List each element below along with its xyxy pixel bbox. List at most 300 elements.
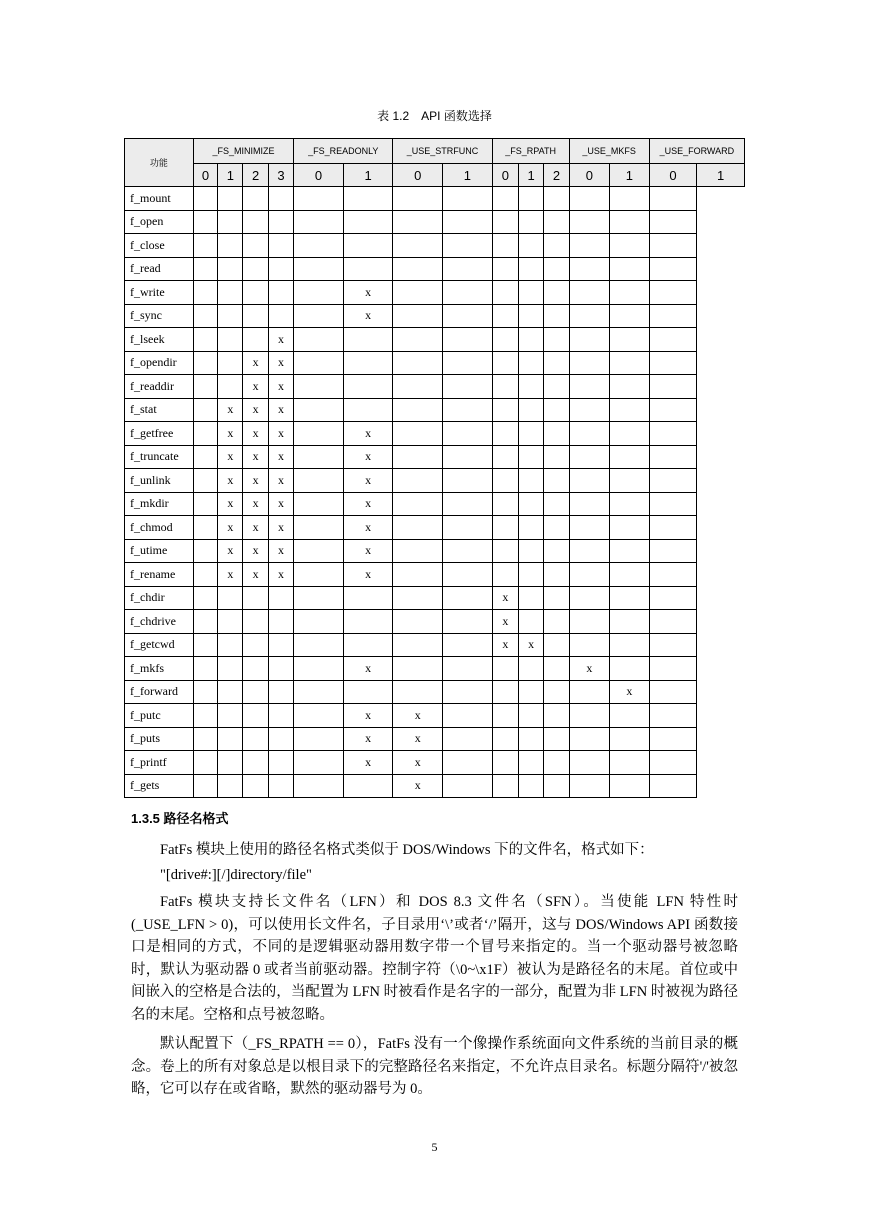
table-cell [243,633,268,657]
table-cell [518,422,543,446]
table-cell [610,657,650,681]
table-cell [569,563,610,587]
table-cell [243,704,268,728]
table-row [125,422,745,446]
table-cell [294,257,344,281]
table-cell [294,234,344,258]
function-name-cell: f_write [125,281,194,305]
table-cell [443,375,493,399]
table-cell [544,680,569,704]
table-cell [649,281,697,305]
table-cell [649,680,697,704]
table-cell [649,563,697,587]
table-cell [649,375,697,399]
table-cell: x [243,351,268,375]
config-group-header: _USE_STRFUNC [393,139,492,164]
table-cell [518,187,543,211]
table-cell [393,375,443,399]
table-row [125,680,745,704]
table-cell [218,704,243,728]
table-cell [268,751,293,775]
table-cell [193,375,217,399]
table-cell [193,304,217,328]
table-cell [649,304,697,328]
table-cell [649,422,697,446]
table-cell [393,281,443,305]
table-cell: x [393,774,443,798]
table-cell [610,328,650,352]
table-cell [649,704,697,728]
function-name-cell: f_readdir [125,375,194,399]
table-cell [443,610,493,634]
config-group-header: _USE_FORWARD [649,139,744,164]
table-cell [193,187,217,211]
table-cell [569,774,610,798]
table-cell [649,234,697,258]
table-cell [243,281,268,305]
config-value-header: 0 [649,164,697,187]
table-cell: x [268,469,293,493]
table-cell [492,516,518,540]
table-cell [544,187,569,211]
table-cell [243,304,268,328]
table-cell: x [492,633,518,657]
table-cell [268,257,293,281]
table-cell [610,257,650,281]
table-cell [294,610,344,634]
table-cell [343,257,393,281]
table-cell [268,704,293,728]
table-cell [518,469,543,493]
table-cell [569,680,610,704]
table-cell [393,563,443,587]
table-cell [268,610,293,634]
table-row [125,210,745,234]
table-cell [243,187,268,211]
config-group-header: _USE_MKFS [569,139,649,164]
table-cell [243,328,268,352]
table-cell [218,375,243,399]
table-cell [649,328,697,352]
table-cell [294,469,344,493]
table-cell [610,774,650,798]
paragraph-default-config: 默认配置下（_FS_RPATH == 0），FatFs 没有一个像操作系统面向文件系统的当前目录的概念。卷上的所有对象总是以根目录下的完整路径名来指定，不允许点目录名。标题分隔符'/'被忽略，它可以存在或省略，默然的驱动器号为 0。 [131,1036,738,1097]
table-cell [218,633,243,657]
table-cell [492,234,518,258]
table-cell [218,680,243,704]
table-cell [443,727,493,751]
table-cell [649,187,697,211]
table-cell: x [218,422,243,446]
table-cell [544,539,569,563]
table-cell [243,586,268,610]
table-cell [218,610,243,634]
config-group-header: _FS_READONLY [294,139,393,164]
table-cell: x [268,516,293,540]
table-cell [518,657,543,681]
function-name-cell: f_mkfs [125,657,194,681]
table-cell [268,586,293,610]
table-cell: x [343,727,393,751]
table-row [125,187,745,211]
table-cell [492,469,518,493]
table-cell [443,751,493,775]
table-cell [443,234,493,258]
table-cell [518,281,543,305]
table-cell [544,422,569,446]
table-cell [393,680,443,704]
table-cell [268,774,293,798]
table-cell [294,375,344,399]
table-row [125,398,745,422]
table-cell [518,328,543,352]
table-cell [443,445,493,469]
table-cell [492,657,518,681]
table-cell [518,610,543,634]
table-cell [569,469,610,493]
table-cell [649,657,697,681]
table-cell [544,586,569,610]
table-cell [443,539,493,563]
function-name-cell: f_unlink [125,469,194,493]
table-cell [294,422,344,446]
table-cell [393,516,443,540]
table-cell [218,234,243,258]
function-name-cell: f_mkdir [125,492,194,516]
table-cell [569,516,610,540]
table-cell [518,539,543,563]
table-cell [492,257,518,281]
api-function-table [124,138,745,798]
table-cell [243,257,268,281]
function-name-cell: f_chdir [125,586,194,610]
table-cell [544,751,569,775]
table-cell: x [343,281,393,305]
table-cell [294,539,344,563]
table-cell: x [218,492,243,516]
config-value-header: 0 [193,164,217,187]
config-value-header: 2 [544,164,569,187]
table-cell [518,516,543,540]
table-row [125,727,745,751]
table-cell [294,210,344,234]
table-row [125,328,745,352]
table-cell: x [343,304,393,328]
config-value-header: 0 [393,164,443,187]
table-cell [243,774,268,798]
table-cell [218,774,243,798]
function-name-cell: f_gets [125,774,194,798]
table-cell [393,422,443,446]
table-cell [193,210,217,234]
table-cell: x [492,586,518,610]
table-cell [443,633,493,657]
table-cell [294,657,344,681]
table-cell: x [268,351,293,375]
table-cell: x [268,398,293,422]
table-cell [218,187,243,211]
table-cell [544,210,569,234]
table-cell [193,657,217,681]
table-cell [518,680,543,704]
section-heading: 1.3.5 路径名格式 [131,811,229,826]
table-cell [193,586,217,610]
function-column-header: 功能 [125,139,194,187]
table-cell [492,351,518,375]
function-name-cell: f_stat [125,398,194,422]
table-cell [610,375,650,399]
table-cell [193,633,217,657]
table-cell [544,704,569,728]
table-cell [343,187,393,211]
table-cell [443,351,493,375]
table-cell [393,469,443,493]
table-cell [393,445,443,469]
table-cell [649,774,697,798]
table-cell [343,210,393,234]
table-row [125,469,745,493]
table-row [125,539,745,563]
table-cell [649,586,697,610]
table-cell [443,328,493,352]
table-cell [569,304,610,328]
table-cell [193,516,217,540]
function-name-cell: f_printf [125,751,194,775]
table-cell [492,328,518,352]
table-cell [610,281,650,305]
table-cell [569,704,610,728]
table-cell [610,398,650,422]
table-cell [294,398,344,422]
table-row [125,774,745,798]
table-cell [610,586,650,610]
table-cell [649,351,697,375]
table-cell [544,563,569,587]
table-cell [243,210,268,234]
function-name-cell: f_chmod [125,516,194,540]
table-cell [443,398,493,422]
function-name-cell: f_close [125,234,194,258]
table-cell [268,281,293,305]
table-cell [492,281,518,305]
table-cell [218,281,243,305]
table-cell [569,398,610,422]
table-cell [610,492,650,516]
table-cell [610,351,650,375]
table-cell [649,516,697,540]
table-cell [218,210,243,234]
table-cell [343,234,393,258]
table-cell [193,563,217,587]
table-cell [518,210,543,234]
table-row [125,586,745,610]
function-name-cell: f_utime [125,539,194,563]
table-cell [518,586,543,610]
table-cell [518,351,543,375]
table-cell [393,610,443,634]
table-cell [569,610,610,634]
table-cell [268,727,293,751]
table-cell: x [218,398,243,422]
table-cell [343,633,393,657]
table-cell [610,563,650,587]
function-name-cell: f_putc [125,704,194,728]
table-cell [193,469,217,493]
function-name-cell: f_chdrive [125,610,194,634]
table-cell [544,610,569,634]
table-cell [243,657,268,681]
table-cell: x [243,539,268,563]
table-cell: x [343,469,393,493]
table-cell [610,210,650,234]
table-cell: x [268,422,293,446]
table-cell [569,328,610,352]
table-cell [569,751,610,775]
table-row [125,657,745,681]
table-cell [294,586,344,610]
table-cell [569,727,610,751]
table-cell [443,563,493,587]
table-cell [218,727,243,751]
table-cell: x [518,633,543,657]
table-cell [492,375,518,399]
table-cell [610,445,650,469]
config-value-header: 0 [294,164,344,187]
table-cell [243,680,268,704]
table-row [125,445,745,469]
table-cell [518,492,543,516]
table-cell [218,304,243,328]
table-cell [544,257,569,281]
path-format: "[drive#:][/]directory/file" [160,867,312,883]
table-cell [649,445,697,469]
table-cell [649,398,697,422]
table-row [125,351,745,375]
table-cell: x [343,657,393,681]
table-cell [294,704,344,728]
table-cell [268,633,293,657]
config-value-header: 1 [443,164,493,187]
table-cell [649,610,697,634]
table-cell: x [243,492,268,516]
table-cell: x [268,563,293,587]
table-cell [569,257,610,281]
table-cell [243,727,268,751]
table-cell: x [343,516,393,540]
function-name-cell: f_sync [125,304,194,328]
table-cell [544,304,569,328]
table-cell: x [218,563,243,587]
table-row [125,704,745,728]
table-cell [294,445,344,469]
table-cell [294,774,344,798]
table-row [125,304,745,328]
function-name-cell: f_truncate [125,445,194,469]
table-cell [193,680,217,704]
config-group-header: _FS_RPATH [492,139,569,164]
table-cell [518,375,543,399]
table-cell [443,422,493,446]
table-cell: x [343,563,393,587]
table-cell: x [343,445,393,469]
table-cell [492,680,518,704]
function-name-cell: f_opendir [125,351,194,375]
table-cell [218,586,243,610]
table-cell [492,751,518,775]
table-cell [294,281,344,305]
table-cell [443,516,493,540]
table-cell [343,375,393,399]
table-cell [492,304,518,328]
table-cell [610,610,650,634]
table-cell [492,727,518,751]
table-cell [518,727,543,751]
config-value-header: 1 [697,164,745,187]
table-cell [649,751,697,775]
table-cell [294,727,344,751]
table-cell: x [268,445,293,469]
paragraph-lfn: FatFs 模块支持长文件名（LFN）和 DOS 8.3 文件名（SFN）。当使能 LFN 特性时 (_USE_LFN > 0)，可以使用长文件名，子目录用‘\’或者‘/’隔开，这与 DOS/Windows API 函数接口是相同的方式，不同的是逻辑驱动器用数字带一个冒号来指定的。当一个驱动器号被忽略时，默认为驱动器 0 或者当前驱动器。控制字符（\0~\x1F）被认为是路径名的末尾。首位或中间嵌入的空格是合法的，当配置为 LFN 时被看作是名字的一部分，配置为非 LFN 时被视为路径名的末尾。空格和点号被忽略。 [131,894,738,1023]
table-cell [193,492,217,516]
table-cell [343,774,393,798]
table-cell [343,351,393,375]
table-cell [393,328,443,352]
config-value-header: 1 [218,164,243,187]
table-cell [443,281,493,305]
table-cell [218,351,243,375]
table-cell [610,539,650,563]
table-cell: x [393,751,443,775]
config-value-header: 0 [569,164,610,187]
table-cell [294,187,344,211]
table-cell [518,704,543,728]
table-cell: x [243,375,268,399]
table-cell [569,375,610,399]
config-value-header: 1 [518,164,543,187]
table-cell [518,234,543,258]
function-name-cell: f_forward [125,680,194,704]
table-cell [393,210,443,234]
function-name-cell: f_puts [125,727,194,751]
table-cell [544,516,569,540]
table-cell: x [393,727,443,751]
table-cell [393,187,443,211]
table-cell [544,328,569,352]
table-cell: x [243,563,268,587]
function-name-cell: f_mount [125,187,194,211]
table-cell [492,704,518,728]
table-cell: x [343,539,393,563]
table-row [125,492,745,516]
table-cell [544,657,569,681]
table-cell: x [343,751,393,775]
table-cell [193,257,217,281]
table-cell [544,375,569,399]
function-name-cell: f_open [125,210,194,234]
table-cell [518,774,543,798]
table-cell [343,328,393,352]
table-cell [393,492,443,516]
table-cell [518,445,543,469]
table-cell [443,304,493,328]
table-row [125,633,745,657]
table-cell [193,422,217,446]
table-cell [193,704,217,728]
table-cell [193,610,217,634]
table-cell [569,445,610,469]
table-cell [443,257,493,281]
table-cell [294,516,344,540]
